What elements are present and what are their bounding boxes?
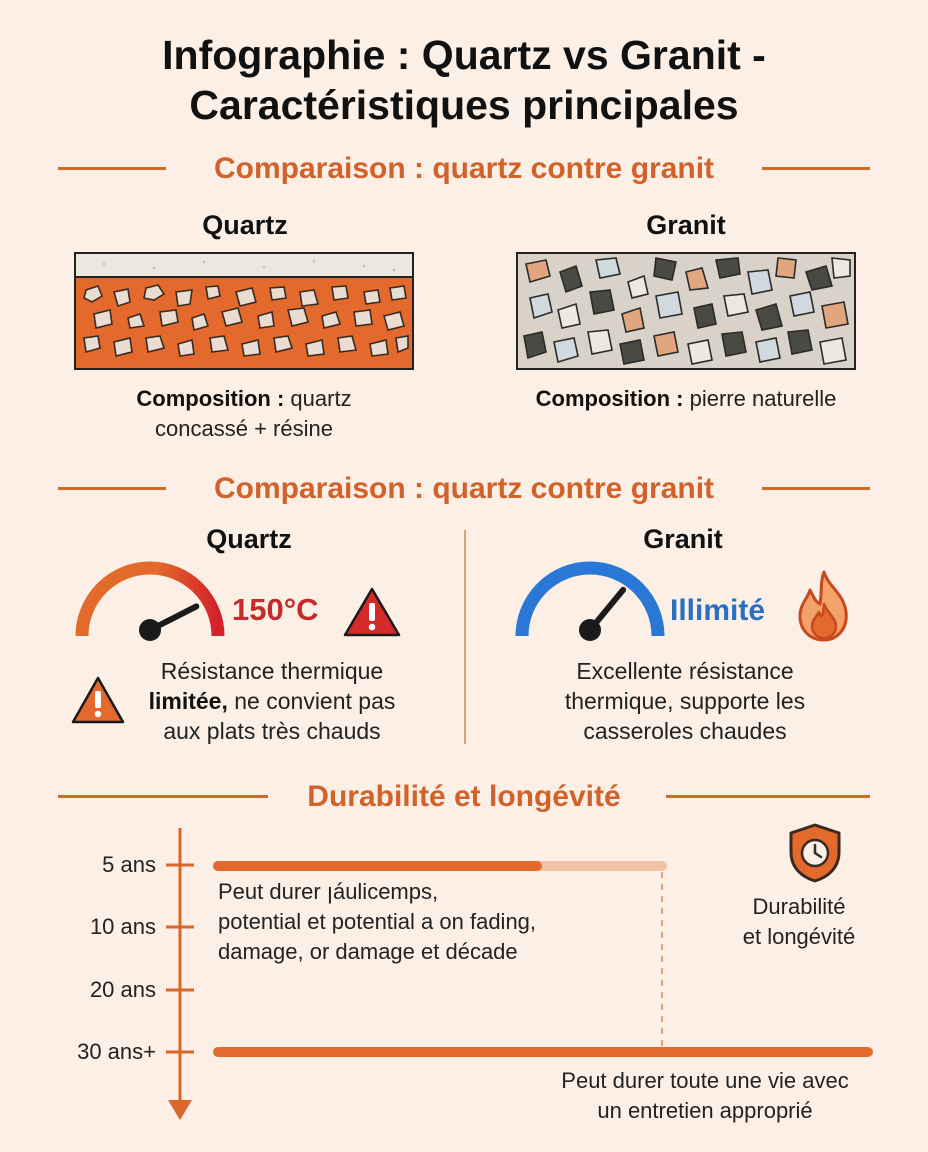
quartz-note-line-3: damage, or damage et décade [218,939,518,964]
quartz-durability-note [218,877,536,967]
quartz-composition-label: Composition : [136,386,285,411]
granit-temperature: Illimité [670,594,766,627]
quartz-desc-bold: limitée, [148,688,228,714]
quartz-temperature: 150°C [232,592,319,627]
page-title [0,30,928,130]
quartz-title: Quartz [202,210,288,240]
granit-desc-line-1: Excellente résistance [576,658,794,684]
quartz-slab-illustration [74,252,414,370]
tick-label-10: 10 ans [89,914,156,939]
title-line-2: Caractéristiques principales [189,82,739,128]
durability-badge-label [724,892,874,952]
quartz-desc-line-3: aux plats très chauds [163,718,381,744]
tick-label-20: 20 ans [89,977,156,1002]
section3-header [0,776,928,816]
quartz-desc-line-1: Résistance thermique [160,658,384,684]
quartz-note-line-1: Peut durer ꞁáulicemps, [218,879,439,904]
granit-gauge-hub [579,619,601,641]
warning-icon [342,586,402,638]
badge-line-1: Durabilité [752,894,846,919]
column-divider [464,530,466,744]
granit-heat-description [520,656,850,746]
granit-slab-illustration [516,252,856,370]
tick-label-5: 5 ans [102,852,156,877]
granit-gauge [512,558,668,648]
quartz-composition-value: quartz [290,386,352,411]
quartz-gauge-hub [139,619,161,641]
granit-desc-line-3: casseroles chaudes [583,718,787,744]
granit-desc-line-2: thermique, supporte les [564,688,806,714]
granit-heat-title: Granit [643,524,723,554]
quartz-composition [74,384,414,444]
granit-composition [490,384,882,414]
fire-icon [792,568,856,644]
granit-title: Granit [646,210,726,240]
quartz-note-line-2: potential et potential a on fading, [218,909,537,934]
section1-heading: Comparaison : quartz contre granit [213,152,715,185]
quartz-composition-value-2: concassé + résine [155,416,333,441]
granit-note-line-1: Peut durer toute une vie avec [561,1068,849,1093]
granit-note-line-2: un entretien approprié [597,1098,813,1123]
badge-line-2: et longévité [742,924,856,949]
section2-header [0,468,928,508]
granit-composition-label: Composition : [535,386,684,411]
title-line-1: Infographie : Quartz vs Granit - [162,32,766,78]
quartz-heat-title: Quartz [206,524,292,554]
section2-heading: Comparaison : quartz contre granit [213,472,715,505]
quartz-gauge [72,558,228,648]
quartz-desc-line-2: ne convient pas [234,688,396,714]
granit-composition-value: pierre naturelle [689,386,837,411]
tick-label-30: 30 ans+ [77,1039,156,1064]
shield-clock-icon [786,822,844,884]
warning-icon-small [70,675,126,725]
timeline-arrow [168,1100,192,1120]
section1-header [0,148,928,188]
granit-durability-note [520,1066,890,1126]
quartz-heat-description [122,656,422,746]
section3-heading: Durabilité et longévité [307,780,621,813]
